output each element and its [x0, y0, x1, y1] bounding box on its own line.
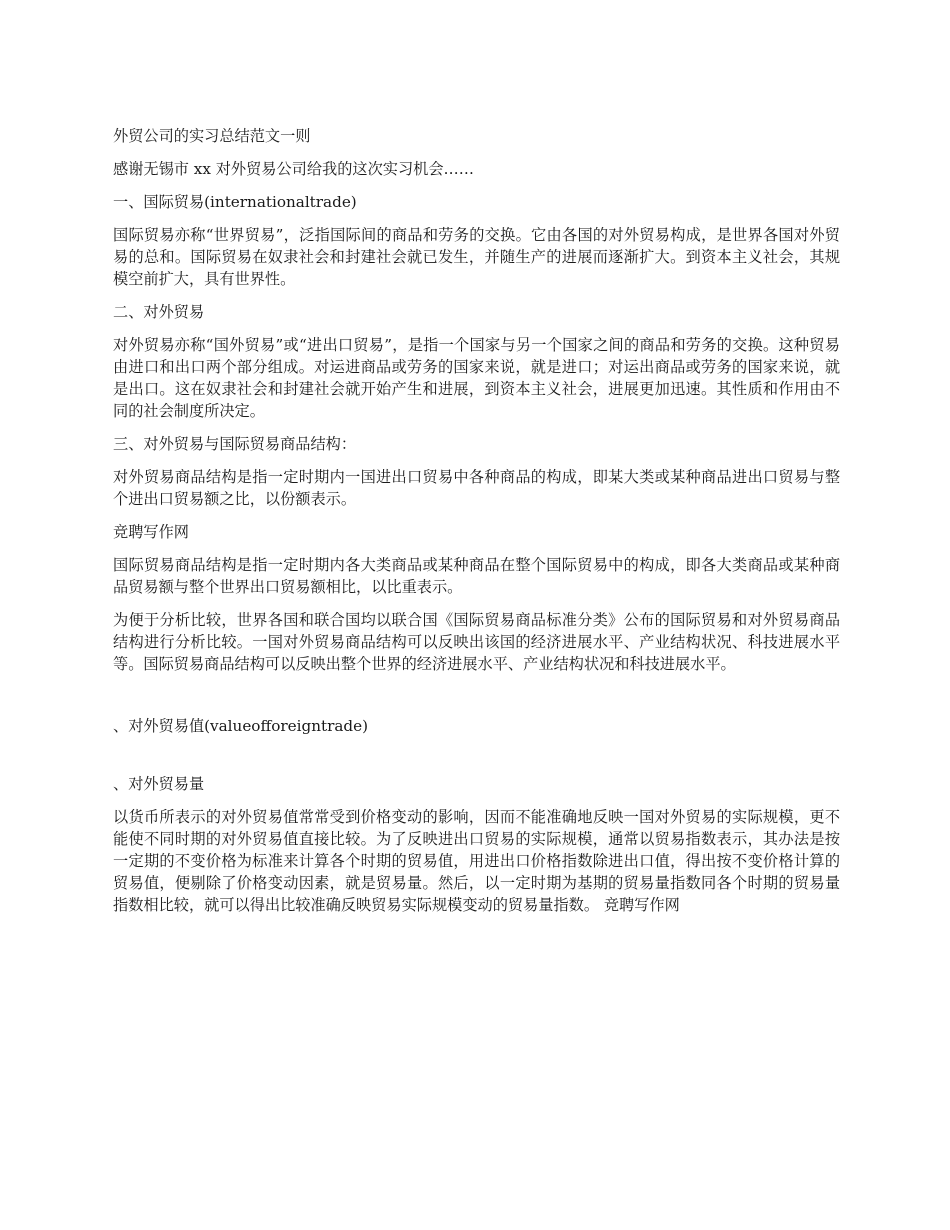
section-5-heading: 、对外贸易量 [113, 775, 205, 793]
section-1-heading: 一、国际贸易(internationaltrade) [113, 193, 357, 211]
document-title: 外贸公司的实习总结范文一则 [113, 127, 311, 145]
section-2-heading: 二、对外贸易 [113, 303, 205, 321]
section-1-body: 国际贸易亦称“世界贸易”，泛指国际间的商品和劳务的交换。它由各国的对外贸易构成，是世界各国对外贸易的总和。国际贸易在奴隶社会和封建社会就已发生，并随生产的进展而逐渐扩大。到资本主义社会，其规模空前扩大，具有世界性。 [113, 226, 840, 288]
section-3-heading: 三、对外贸易与国际贸易商品结构： [113, 435, 356, 453]
section-3-body-3: 为便于分析比较，世界各国和联合国均以联合国《国际贸易商品标准分类》公布的国际贸易和对外贸易商品结构进行分析比较。一国对外贸易商品结构可以反映出该国的经济进展水平、产业结构状况、科技进展水平等。国际贸易商品结构可以反映出整个世界的经济进展水平、产业结构状况和科技进展水平。 [113, 611, 840, 673]
source-note: 竞聘写作网 [113, 523, 189, 541]
section-2-body: 对外贸易亦称“国外贸易”或“进出口贸易”，是指一个国家与另一个国家之间的商品和劳务的交换。这种贸易由进口和出口两个部分组成。对运进商品或劳务的国家来说，就是进口；对运出商品或劳务的国家来说，就是出口。这在奴隶社会和封建社会就开始产生和进展，到资本主义社会，进展更加迅速。其性质和作用由不同的社会制度所决定。 [113, 336, 840, 420]
section-3-body-2: 国际贸易商品结构是指一定时期内各大类商品或某种商品在整个国际贸易中的构成，即各大类商品或某种商品贸易额与整个世界出口贸易额相比，以比重表示。 [113, 556, 840, 596]
intro-line: 感谢无锡市 xx 对外贸易公司给我的这次实习机会…… [113, 160, 474, 178]
section-4-heading: 、对外贸易值(valueofforeigntrade) [113, 717, 369, 735]
section-5-body: 以货币所表示的对外贸易值常常受到价格变动的影响，因而不能准确地反映一国对外贸易的实际规模，更不能使不同时期的对外贸易值直接比较。为了反映进出口贸易的实际规模，通常以贸易指数表示，其办法是按一定期的不变价格为标准来计算各个时期的贸易值，用进出口价格指数除进出口值，得出按不变价格计算的贸易值，便剔除了价格变动因素，就是贸易量。然后，以一定时期为基期的贸易量指数同各个时期的贸易量指数相比较，就可以得出比较准确反映贸易实际规模变动的贸易量指数。 竞聘写作网 [113, 808, 840, 914]
section-3-body-1: 对外贸易商品结构是指一定时期内一国进出口贸易中各种商品的构成，即某大类或某种商品进出口贸易与整个进出口贸易额之比，以份额表示。 [113, 468, 840, 508]
document-page [113, 125, 840, 927]
